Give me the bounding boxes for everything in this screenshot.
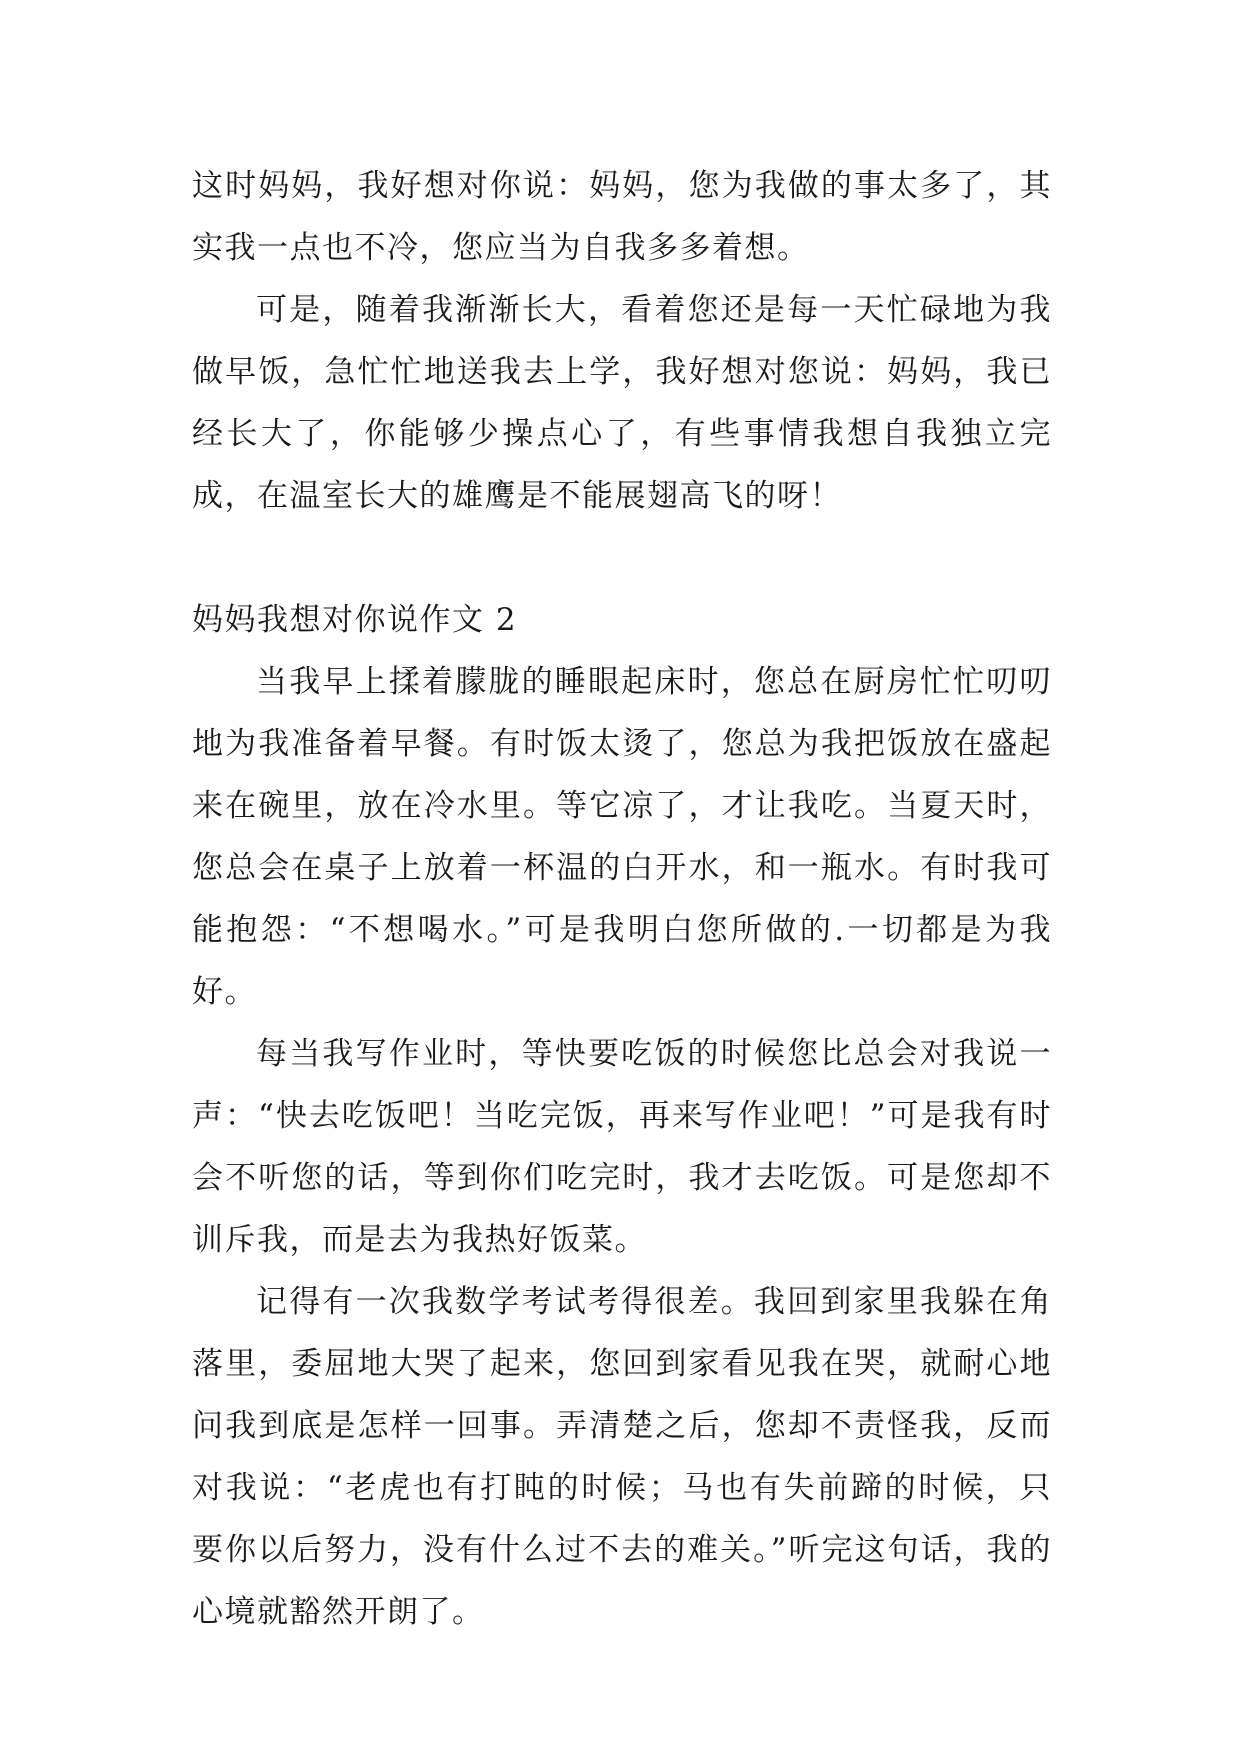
document-body	[192, 155, 1052, 1643]
paragraph: 每当我写作业时，等快要吃饭的时候您比总会对我说一声：“快去吃饭吧！当吃完饭，再来写作业吧！”可是我有时会不听您的话，等到你们吃完时，我才去吃饭。可是您却不训斥我，而是去为我热好饭菜。	[192, 1036, 1052, 1258]
paragraph: 当我早上揉着朦胧的睡眼起床时，您总在厨房忙忙叨叨地为我准备着早餐。有时饭太烫了，您总为我把饭放在盛起来在碗里，放在冷水里。等它凉了，才让我吃。当夏天时，您总会在桌子上放着一杯温的白开水，和一瓶水。有时我可能抱怨：“不想喝水。”可是我明白您所做的.一切都是为我好。	[192, 664, 1052, 1010]
paragraph-continuation: 这时妈妈，我好想对你说：妈妈，您为我做的事太多了，其实我一点也不冷，您应当为自我多多着想。	[192, 168, 1052, 266]
paragraph: 可是，随着我渐渐长大，看着您还是每一天忙碌地为我做早饭，急忙忙地送我去上学，我好想对您说：妈妈，我已经长大了，你能够少操点心了，有些事情我想自我独立完成，在温室长大的雄鹰是不能展翅高飞的呀！	[192, 292, 1052, 514]
section-heading: 妈妈我想对你说作文 2	[192, 602, 518, 638]
paragraph: 记得有一次我数学考试考得很差。我回到家里我躲在角落里，委屈地大哭了起来，您回到家看见我在哭，就耐心地问我到底是怎样一回事。弄清楚之后，您却不责怪我，反而对我说：“老虎也有打盹的时候；马也有失前蹄的时候，只要你以后努力，没有什么过不去的难关。”听完这句话，我的心境就豁然开朗了。	[192, 1284, 1052, 1630]
